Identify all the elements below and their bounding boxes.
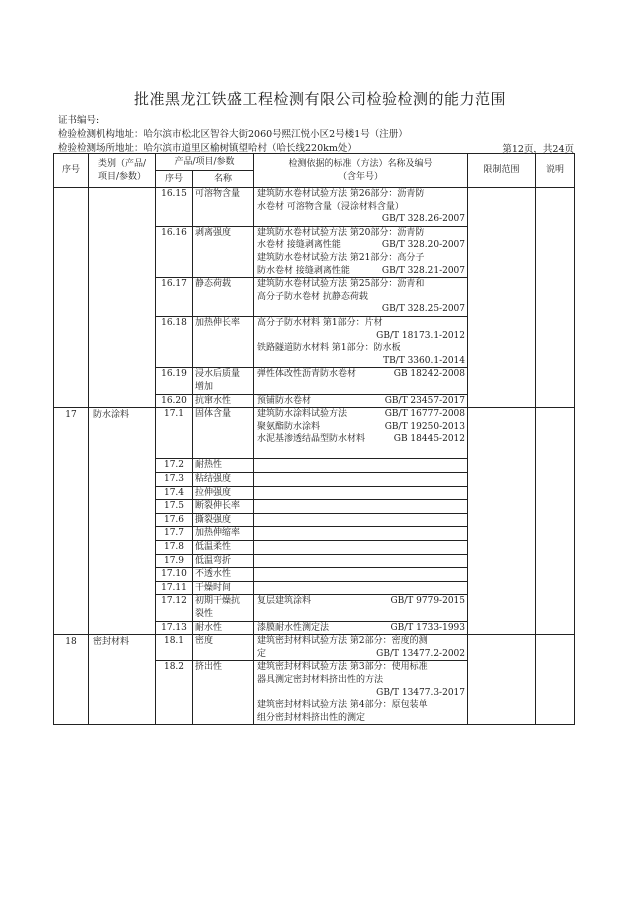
standard-name: 水卷材 接缝剥离性能 <box>257 240 341 251</box>
table-row <box>54 635 575 661</box>
row-category: 防水涂料 <box>89 408 156 635</box>
row-name-line: 增加 <box>195 381 214 392</box>
row-name-line: 断裂伸长率 <box>195 501 241 512</box>
row-name <box>193 486 254 500</box>
site-address: 检验检测场所地址：哈尔滨市道里区榆树镇望哈村（哈长线220km处） <box>58 143 357 154</box>
row-name <box>193 527 254 541</box>
row-name-line: 低温柔性 <box>195 542 232 553</box>
standard-code: GB/T 23457-2017 <box>384 395 466 406</box>
row-standard <box>254 226 468 277</box>
row-name <box>193 394 254 408</box>
standard-line: 建筑防水卷材试验方法 第20部分：沥青防 <box>257 227 425 238</box>
standard-line <box>257 368 465 381</box>
standard-line <box>257 303 465 316</box>
row-sub-seq: 17.4 <box>156 486 193 500</box>
standard-line <box>257 330 465 343</box>
row-name-line: 耐水性 <box>195 622 223 633</box>
row-name <box>193 188 254 227</box>
standard-line <box>257 421 465 434</box>
row-limit <box>468 635 536 725</box>
header-product: 产品/项目/参数 <box>156 154 254 171</box>
row-sub-seq: 16.19 <box>156 368 193 394</box>
standard-line: 高分子防水卷材 抗静态荷载 <box>257 291 368 302</box>
row-sub-seq: 16.17 <box>156 278 193 317</box>
row-name-line: 撕裂强度 <box>195 514 232 525</box>
row-name <box>193 513 254 527</box>
row-standard <box>254 621 468 635</box>
standard-code: TB/T 3360.1-2014 <box>383 355 466 366</box>
row-sub-seq: 17.1 <box>156 408 193 459</box>
row-standard <box>254 527 468 541</box>
row-name <box>193 661 254 725</box>
row-name <box>193 459 254 473</box>
cert-number: 证书编号: <box>58 115 100 126</box>
row-name-line: 初期干燥抗 <box>195 596 241 607</box>
header-sub-seq: 序号 <box>156 171 193 188</box>
row-standard <box>254 500 468 514</box>
standard-line: 水卷材 可溶物含量（浸涂材料含量） <box>257 201 404 212</box>
standard-line <box>257 265 465 278</box>
row-limit <box>468 408 536 635</box>
row-name-line: 粘结强度 <box>195 474 232 485</box>
row-sub-seq: 17.3 <box>156 473 193 487</box>
row-name-line: 浸水后质量 <box>195 369 241 380</box>
standard-name: 漆膜耐水性测定法 <box>257 622 330 633</box>
standard-line: 铁路隧道防水材料 第1部分：防水板 <box>257 343 401 354</box>
row-name <box>193 473 254 487</box>
row-sub-seq: 17.6 <box>156 513 193 527</box>
row-standard <box>254 278 468 317</box>
standard-line <box>257 395 465 408</box>
standard-line <box>257 648 465 661</box>
standard-line: 建筑防水卷材试验方法 第21部分：高分子 <box>257 252 425 263</box>
standard-name: 弹性体改性沥青防水卷材 <box>257 369 357 380</box>
row-limit <box>468 188 536 408</box>
row-sub-seq: 17.9 <box>156 554 193 568</box>
standard-code: GB/T 328.21-2007 <box>381 265 466 276</box>
row-seq: 17 <box>54 408 89 635</box>
row-standard <box>254 513 468 527</box>
row-note <box>536 635 575 725</box>
header-seq: 序号 <box>54 154 89 188</box>
row-sub-seq: 18.1 <box>156 635 193 661</box>
row-name <box>193 408 254 459</box>
row-seq <box>54 188 89 408</box>
row-sub-seq: 16.15 <box>156 188 193 227</box>
row-name-line: 拉伸强度 <box>195 487 232 498</box>
standard-name: 建筑防水涂料试验方法 <box>257 409 348 420</box>
standard-name: 防水卷材 接缝剥离性能 <box>257 265 350 276</box>
row-category: 密封材料 <box>89 635 156 725</box>
row-name-line: 挤出性 <box>195 662 223 673</box>
row-name <box>193 500 254 514</box>
header-category: 类别（产品/项目/参数） <box>89 154 156 188</box>
row-name <box>193 316 254 367</box>
row-sub-seq: 17.11 <box>156 581 193 595</box>
row-category <box>89 188 156 408</box>
page-title: 批准黑龙江铁盛工程检测有限公司检验检测的能力范围 <box>133 90 506 108</box>
row-name <box>193 595 254 621</box>
institution-address: 检验检测机构地址：哈尔滨市松北区智谷大街2060号熙江悦小区2号楼1号（注册） <box>58 129 408 140</box>
row-seq: 18 <box>54 635 89 725</box>
row-name-line: 静态荷载 <box>195 279 232 290</box>
row-standard <box>254 635 468 661</box>
standard-code: GB/T 18173.1-2012 <box>376 330 466 341</box>
table-row <box>54 408 575 459</box>
row-standard <box>254 595 468 621</box>
row-standard <box>254 554 468 568</box>
row-standard <box>254 316 468 367</box>
capability-table <box>53 153 575 725</box>
row-standard <box>254 394 468 408</box>
row-name <box>193 278 254 317</box>
standard-code: GB/T 328.25-2007 <box>381 304 466 315</box>
row-note <box>536 188 575 408</box>
row-standard <box>254 661 468 725</box>
standard-code: GB/T 9779-2015 <box>390 596 466 607</box>
row-name-line: 抗窜水性 <box>195 395 232 406</box>
row-sub-seq: 17.10 <box>156 568 193 582</box>
standard-code: GB/T 328.20-2007 <box>381 240 466 251</box>
row-sub-seq: 18.2 <box>156 661 193 725</box>
header-standard: 检测依据的标准（方法）名称及编号（含年号） <box>254 154 468 188</box>
row-standard <box>254 473 468 487</box>
standard-line <box>257 408 465 421</box>
row-name <box>193 541 254 555</box>
standard-code: GB/T 328.26-2007 <box>381 214 466 225</box>
standard-name: 水泥基渗透结晶型防水材料 <box>257 434 366 445</box>
row-standard <box>254 486 468 500</box>
row-name <box>193 581 254 595</box>
table-row <box>54 188 575 227</box>
row-standard <box>254 459 468 473</box>
row-name-line: 固体含量 <box>195 409 232 420</box>
standard-line <box>257 213 465 226</box>
standard-line <box>257 687 465 700</box>
header-name: 名称 <box>193 171 254 188</box>
standard-line: 建筑防水卷材试验方法 第26部分：沥青防 <box>257 189 425 199</box>
row-name-line: 干燥时间 <box>195 582 232 593</box>
standard-name: 预铺防水卷材 <box>257 395 312 406</box>
standard-code: GB/T 16777-2008 <box>384 409 466 420</box>
standard-line: 建筑密封材料试验方法 第2部分：密度的测 <box>257 636 428 647</box>
row-name-line: 密度 <box>195 636 214 647</box>
row-name-line: 剥离强度 <box>195 227 232 238</box>
standard-code: GB 18242-2008 <box>393 369 466 380</box>
row-sub-seq: 17.2 <box>156 459 193 473</box>
row-name-line: 耐热性 <box>195 460 223 471</box>
row-standard <box>254 188 468 227</box>
row-sub-seq: 17.5 <box>156 500 193 514</box>
standard-line: 建筑密封材料试验方法 第3部分：使用标准 <box>257 662 428 673</box>
row-sub-seq: 17.12 <box>156 595 193 621</box>
standard-line <box>257 446 465 459</box>
row-sub-seq: 16.20 <box>156 394 193 408</box>
row-name <box>193 568 254 582</box>
standard-line <box>257 595 465 608</box>
standard-line <box>257 433 465 446</box>
standard-code: GB/T 13477.2-2002 <box>376 648 466 659</box>
row-name-line: 裂性 <box>195 609 214 619</box>
row-standard <box>254 568 468 582</box>
standard-line <box>257 239 465 252</box>
header-note: 说明 <box>536 154 575 188</box>
row-note <box>536 408 575 635</box>
row-standard <box>254 368 468 394</box>
header-limit: 限制范围 <box>468 154 536 188</box>
row-name-line: 不透水性 <box>195 569 232 580</box>
row-name <box>193 368 254 394</box>
standard-line <box>257 355 465 368</box>
standard-code: GB/T 13477.3-2017 <box>376 687 466 698</box>
row-standard <box>254 408 468 459</box>
row-sub-seq: 17.7 <box>156 527 193 541</box>
row-name-line: 加热伸缩率 <box>195 528 241 539</box>
row-sub-seq: 16.16 <box>156 226 193 277</box>
row-sub-seq: 17.13 <box>156 621 193 635</box>
row-name <box>193 554 254 568</box>
row-standard <box>254 541 468 555</box>
standard-code: GB/T 19250-2013 <box>384 421 466 432</box>
standard-name: 聚氨酯防水涂料 <box>257 421 321 432</box>
standard-line: 高分子防水材料 第1部分：片材 <box>257 317 383 328</box>
standard-code: GB/T 1733-1993 <box>390 622 466 633</box>
standard-line: 组分密封材料挤出性的测定 <box>257 712 366 723</box>
standard-name: 定 <box>257 648 267 659</box>
row-name-line: 低温弯折 <box>195 555 232 566</box>
page-info: 第12页，共24页 <box>502 144 574 155</box>
row-name <box>193 621 254 635</box>
standard-line: 器具测定密封材料挤出性的方法 <box>257 674 384 685</box>
standard-line <box>257 622 465 635</box>
row-name <box>193 226 254 277</box>
standard-code: GB 18445-2012 <box>393 434 466 445</box>
row-sub-seq: 17.8 <box>156 541 193 555</box>
row-standard <box>254 581 468 595</box>
row-sub-seq: 16.18 <box>156 316 193 367</box>
row-name <box>193 635 254 661</box>
row-name-line: 可溶物含量 <box>195 189 241 199</box>
standard-line: 建筑密封材料试验方法 第4部分：原包装单 <box>257 700 428 711</box>
row-name-line: 加热伸长率 <box>195 317 241 328</box>
standard-line: 建筑防水卷材试验方法 第25部分：沥青和 <box>257 279 425 290</box>
standard-name: 复层建筑涂料 <box>257 596 312 607</box>
